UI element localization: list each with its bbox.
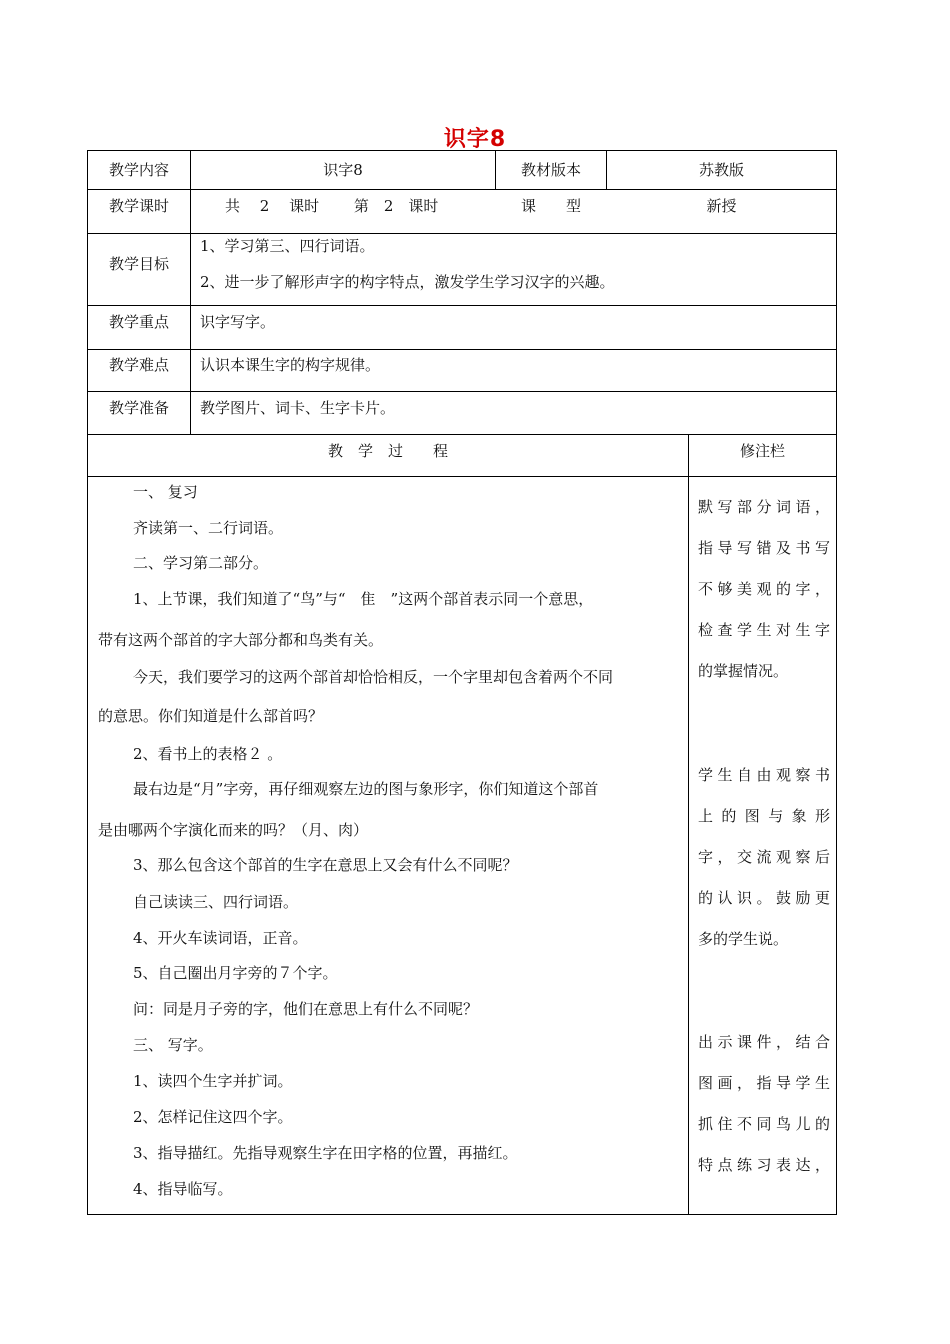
note-block — [698, 1022, 830, 1186]
process-table-divider — [87, 476, 837, 477]
note-line: 字，交流观察后 — [698, 848, 830, 866]
process-line: 三、 写字。 — [133, 1036, 213, 1054]
process-line: 3、那么包含这个部首的生字在意思上又会有什么不同呢？ — [133, 856, 518, 874]
note-line: 上 的 图 与 象 形 — [698, 807, 830, 825]
notes-header: 修注栏 — [739, 442, 785, 460]
note-line: 的掌握情况。 — [698, 662, 789, 680]
note-block — [698, 487, 830, 692]
process-line: 3、指导描红。先指导观察生字在田字格的位置，再描红。 — [133, 1144, 518, 1162]
process-line: 今天，我们要学习的这两个部首却恰恰相反，一个字里却包含着两个不同 — [133, 668, 614, 686]
process-line: 的意思。你们知道是什么部首吗？ — [98, 707, 324, 725]
difficulty-value: 认识本课生字的构字规律。 — [200, 356, 381, 374]
note-line: 抓住不同鸟儿的 — [698, 1115, 830, 1133]
focus-label: 教学重点 — [108, 313, 169, 331]
process-line: 2、怎样记住这四个字。 — [133, 1108, 293, 1126]
content-value: 识字8 — [323, 161, 363, 179]
process-line: 是由哪两个字演化而来的吗？（月、肉） — [98, 821, 369, 839]
note-line: 出示课件，结合 — [698, 1033, 830, 1051]
process-line: 二、学习第二部分。 — [133, 554, 269, 572]
process-table-divider — [688, 434, 689, 1215]
note-line: 指导写错及书写 — [698, 539, 830, 557]
content-label: 教学内容 — [108, 161, 169, 179]
edition-value: 苏教版 — [698, 161, 744, 179]
note-line: 默写部分词语， — [698, 498, 830, 516]
goal-item: 2、进一步了解形声字的构字特点，激发学生学习汉字的兴趣。 — [200, 273, 615, 291]
info-table-divider — [190, 150, 191, 435]
type-value: 新授 — [706, 197, 737, 215]
prep-value: 教学图片、词卡、生字卡片。 — [200, 399, 396, 417]
note-line: 学生自由观察书 — [698, 766, 830, 784]
process-line: 5、自己圈出月字旁的７个字。 — [133, 964, 338, 982]
prep-label: 教学准备 — [108, 399, 169, 417]
process-line: 自己读读三、四行词语。 — [133, 893, 299, 911]
difficulty-label: 教学难点 — [108, 356, 169, 374]
process-line: 问：同是月子旁的字，他们在意思上有什么不同呢？ — [133, 1000, 479, 1018]
process-line: 1、上节课，我们知道了“鸟”与“ 隹 ”这两个部首表示同一个意思， — [133, 590, 594, 608]
process-line: 1、读四个生字并扩词。 — [133, 1072, 293, 1090]
note-line: 检查学生对生字 — [698, 621, 830, 639]
process-line: 一、 复习 — [133, 483, 198, 501]
page-title: 识字8 — [443, 127, 507, 152]
info-table-divider — [87, 305, 837, 306]
focus-value: 识字写字。 — [200, 313, 276, 331]
hours-label: 教学课时 — [108, 197, 169, 215]
goals-label: 教学目标 — [108, 255, 169, 273]
note-line: 不够美观的字， — [698, 580, 830, 598]
info-table-divider — [87, 189, 837, 190]
note-line: 特点练习表达， — [698, 1156, 830, 1174]
process-line: 带有这两个部首的字大部分都和鸟类有关。 — [98, 631, 384, 649]
info-table — [87, 150, 837, 435]
type-label: 课 型 — [520, 197, 581, 215]
process-line: 最右边是“月”字旁，再仔细观察左边的图与象形字，你们知道这个部首 — [133, 780, 599, 798]
process-header: 教 学 过 程 — [327, 442, 448, 460]
edition-label: 教材版本 — [520, 161, 581, 179]
goal-item: 1、学习第三、四行词语。 — [200, 237, 375, 255]
process-line: 4、指导临写。 — [133, 1180, 233, 1198]
hours-value: 共 2 课时 第 2 课时 — [225, 197, 439, 215]
info-table-divider — [87, 233, 837, 234]
note-block — [698, 755, 830, 960]
process-line: 2、看书上的表格２ 。 — [133, 745, 283, 763]
note-line: 图画，指导学生 — [698, 1074, 830, 1092]
process-line: 4、开火车读词语，正音。 — [133, 929, 308, 947]
info-table-divider — [87, 349, 837, 350]
process-line: 齐读第一、二行词语。 — [133, 519, 284, 537]
info-table-divider — [87, 391, 837, 392]
note-line: 多的学生说。 — [698, 930, 789, 948]
note-line: 的认识。鼓励更 — [698, 889, 830, 907]
